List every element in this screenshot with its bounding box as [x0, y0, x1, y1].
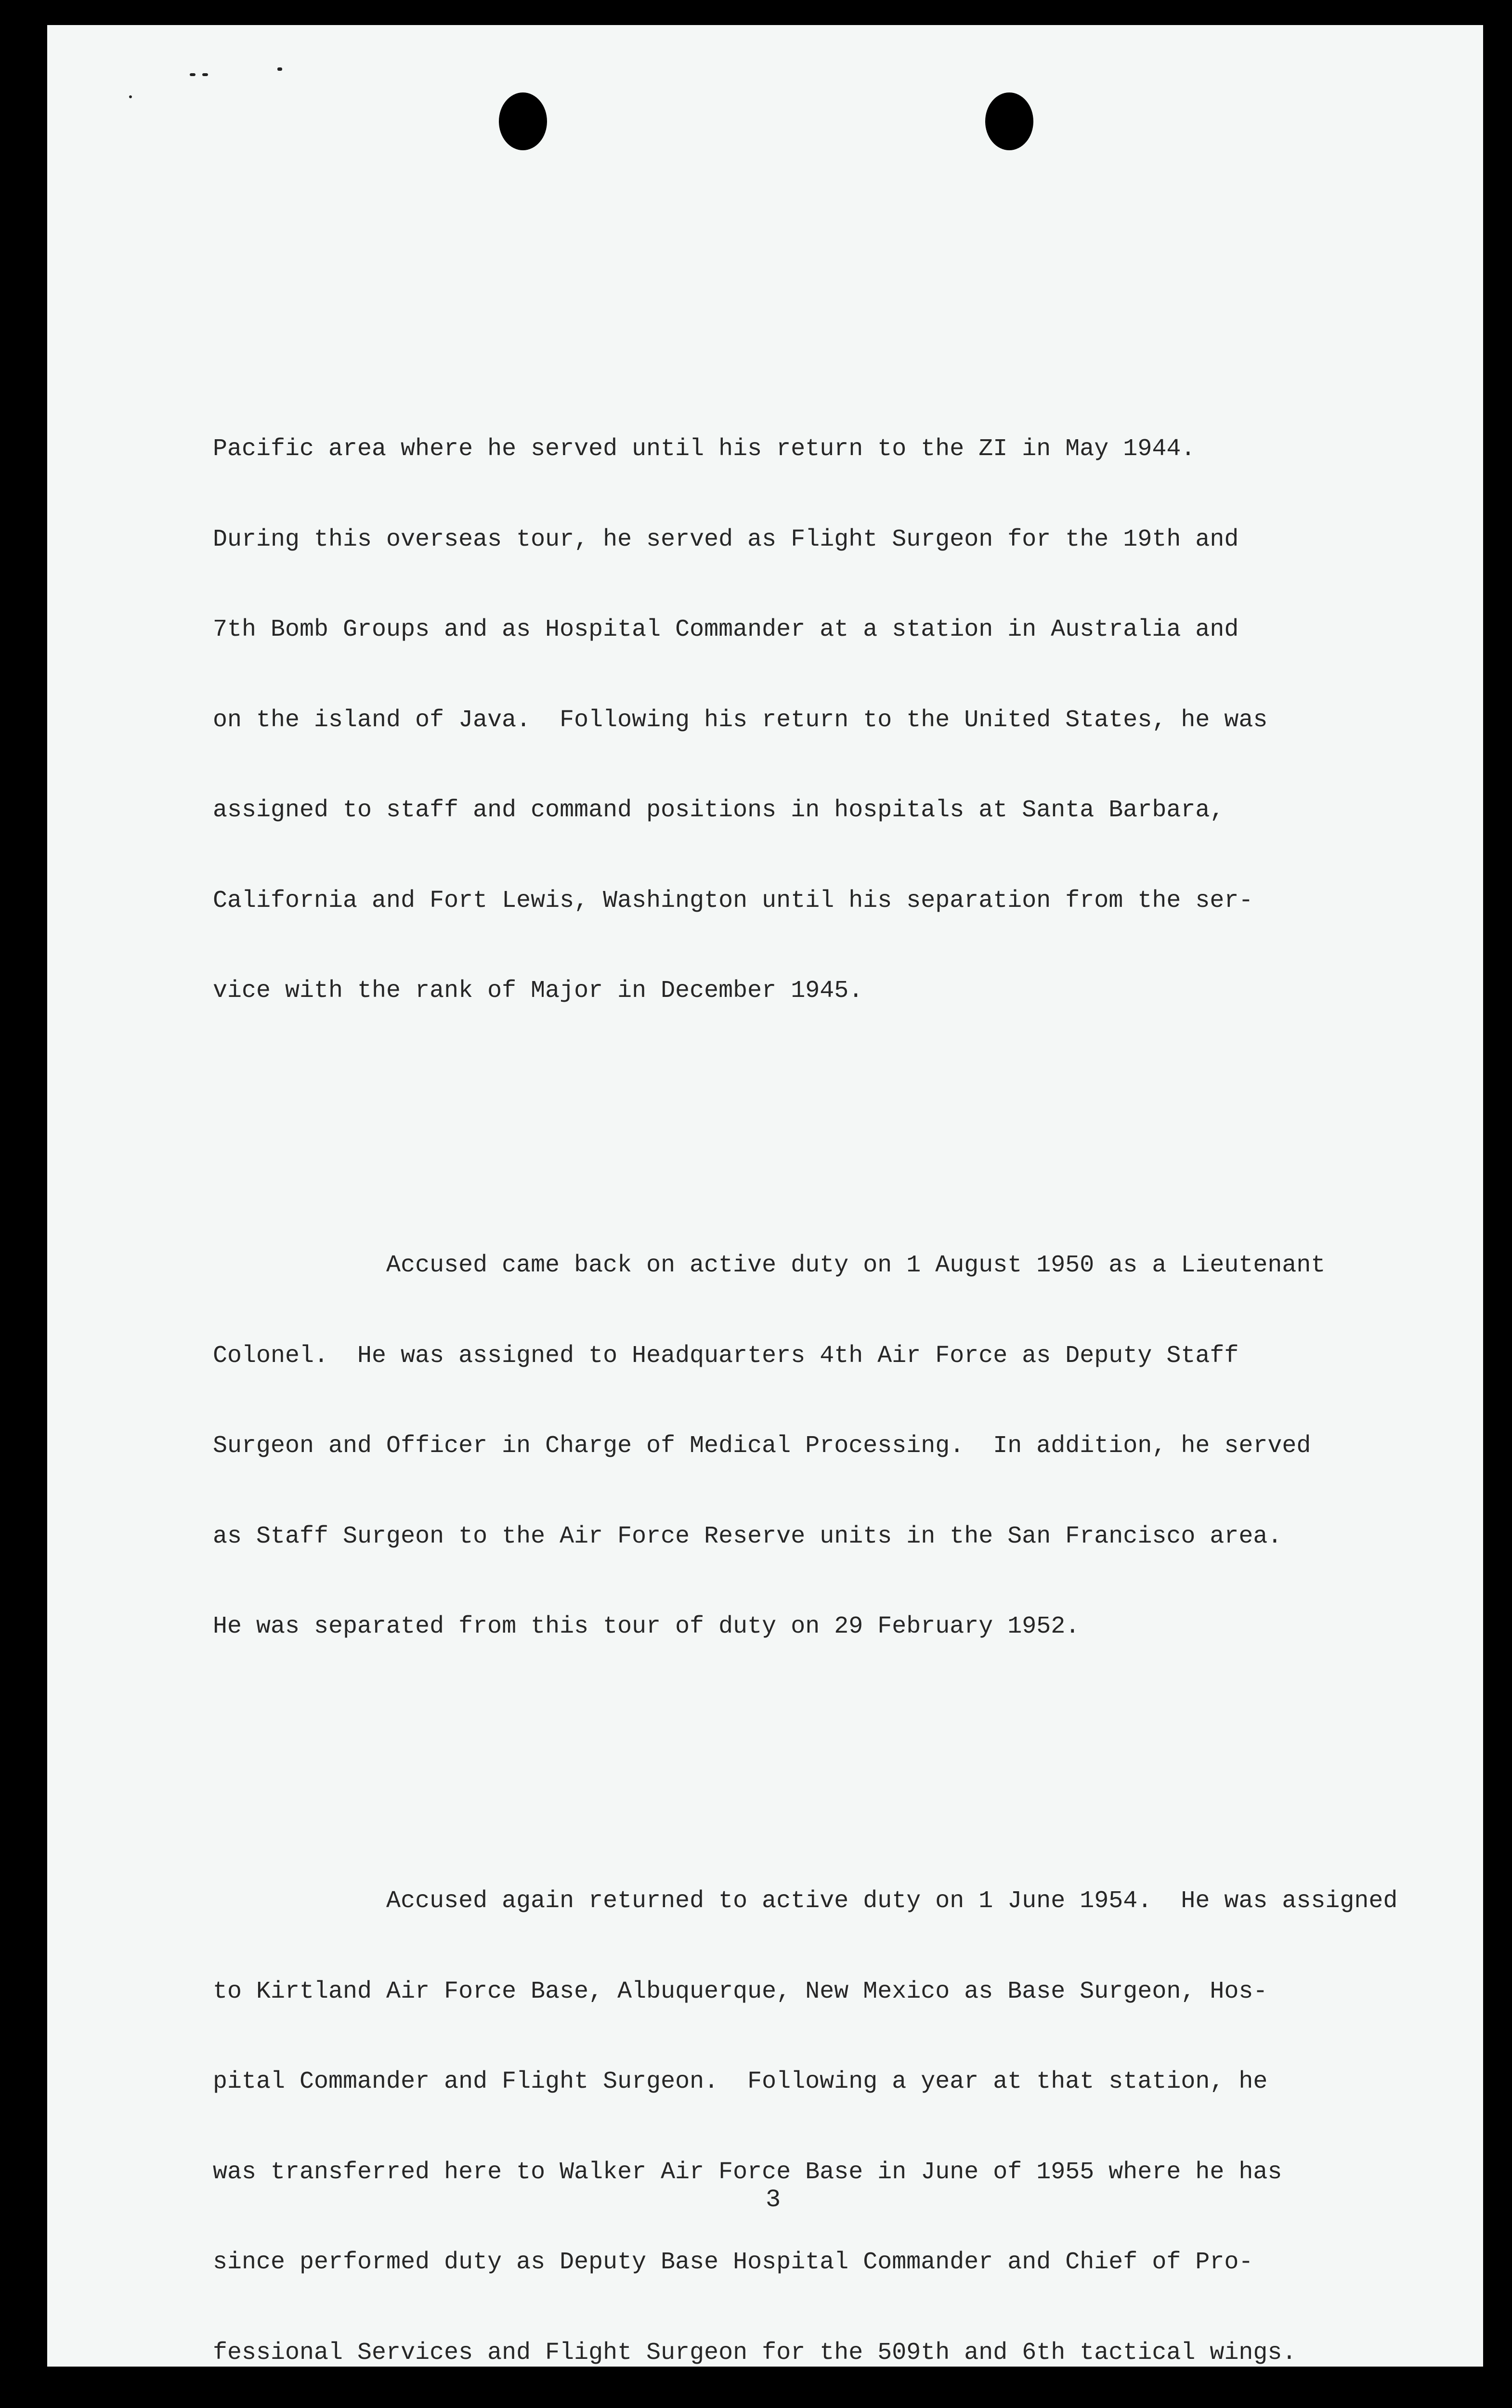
ink-speck — [277, 67, 282, 71]
punch-hole-left — [499, 92, 547, 150]
text-line: Accused again returned to active duty on 1 June 1954. He was assigned — [213, 1887, 1398, 1915]
text-line: Surgeon and Officer in Charge of Medical Processing. In addition, he served — [213, 1432, 1311, 1460]
punch-hole-right — [985, 92, 1033, 150]
paragraph-return-1954 — [213, 1826, 1446, 2408]
document-body — [213, 314, 1446, 2408]
ink-speck — [202, 73, 208, 76]
text-line: vice with the rank of Major in December 1945. — [213, 977, 863, 1005]
text-line: He was separated from this tour of duty on 29 February 1952. — [213, 1613, 1080, 1640]
text-line: assigned to staff and command positions in hospitals at Santa Barbara, — [213, 797, 1225, 824]
paragraph-return-1950 — [213, 1191, 1446, 1702]
text-line: pital Commander and Flight Surgeon. Following a year at that station, he — [213, 2068, 1268, 2095]
text-line: Accused came back on active duty on 1 August 1950 as a Lieutenant — [213, 1252, 1326, 1279]
text-line: on the island of Java. Following his return to the United States, he was — [213, 706, 1268, 734]
text-line: fessional Services and Flight Surgeon for the 509th and 6th tactical wings. — [213, 2339, 1297, 2367]
text-line: since performed duty as Deputy Base Hospital Commander and Chief of Pro- — [213, 2249, 1253, 2276]
ink-speck — [129, 95, 132, 98]
ink-speck — [190, 73, 196, 76]
text-line: Pacific area where he served until his return to the ZI in May 1944. — [213, 435, 1196, 463]
paragraph-service-history — [213, 374, 1446, 1067]
page-number: 3 — [766, 2186, 781, 2214]
text-line: was transferred here to Walker Air Force Base in June of 1955 where he has — [213, 2158, 1282, 2186]
text-line: Colonel. He was assigned to Headquarters 4th Air Force as Deputy Staff — [213, 1342, 1239, 1370]
text-line: California and Fort Lewis, Washington until his separation from the ser- — [213, 887, 1253, 915]
text-line: 7th Bomb Groups and as Hospital Commander at a station in Australia and — [213, 616, 1239, 643]
text-line: During this overseas tour, he served as Flight Surgeon for the 19th and — [213, 525, 1239, 553]
text-line: to Kirtland Air Force Base, Albuquerque, New Mexico as Base Surgeon, Hos- — [213, 1977, 1268, 2005]
text-line: as Staff Surgeon to the Air Force Reserve units in the San Francisco area. — [213, 1522, 1282, 1550]
